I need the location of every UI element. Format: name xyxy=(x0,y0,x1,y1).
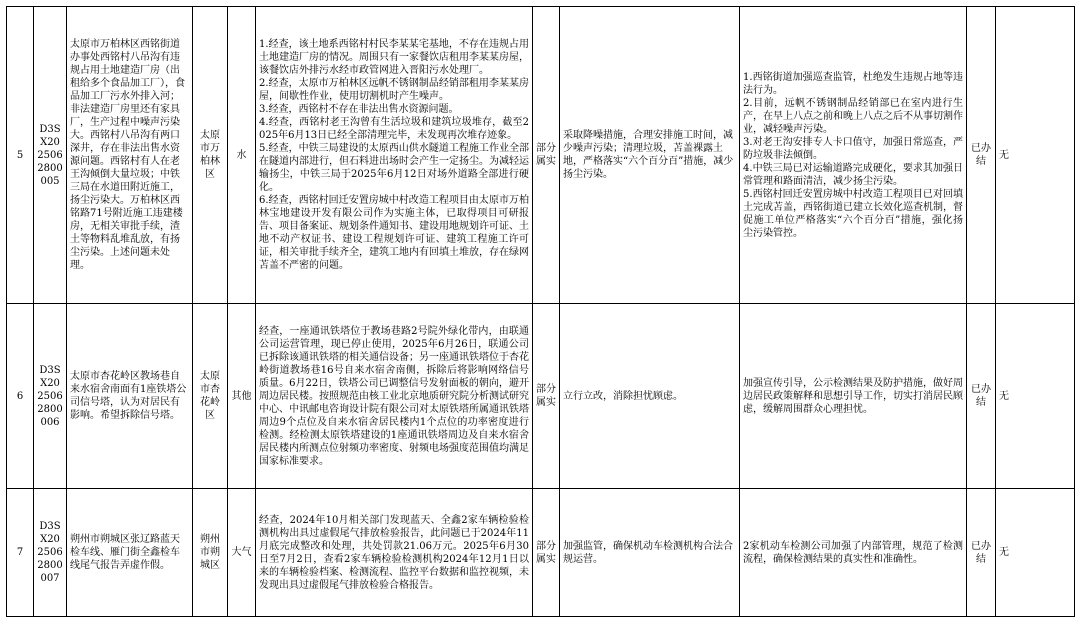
investigation-item: 6.经查，西铭村回迁安置房城中村改造工程项目由太原市万柏林宝地建设开发有限公司作为实施主体，已取得项目可研报告、项目备案证、规划条件通知书、建设用地规划许可证、土地不动产权证书、建设工程规划许可证、建筑工程施工许可证，相关审批手续齐全，建筑工地内有回填土堆放，存在绿网苫盖不严密的问题。 xyxy=(259,195,529,271)
measures: 立行立改，消除担忧顾虑。 xyxy=(560,304,740,489)
complaint-content: 朔州市朔城区张辽路蓝天检车线、雁门街全鑫检车线尾气报告弄虚作假。 xyxy=(67,489,193,617)
region: 太原市杏花岭区 xyxy=(193,304,228,489)
complaint-content: 太原市杏花岭区教场巷自来水宿舍南面有1座铁塔公司信号塔，认为对居民有影响。希望拆除信号塔。 xyxy=(67,304,193,489)
verdict: 部分属实 xyxy=(533,304,560,489)
pollution-type: 其他 xyxy=(228,304,256,489)
region: 太原市万柏林区 xyxy=(193,7,228,304)
result-item: 2家机动车检测公司加强了内部管理，规范了检测流程，确保检测结果的真实性和准确性。 xyxy=(743,540,963,565)
status: 已办结 xyxy=(967,7,996,304)
complaint-table xyxy=(6,6,1075,617)
investigation xyxy=(256,7,533,304)
accountability: 无 xyxy=(996,304,1075,489)
result-item: 2.目前，远帆不锈钢制品经销部已在室内进行生产，在早上八点之前和晚上八点之后不从事切割作业，减轻噪声污染。 xyxy=(743,97,963,135)
handling-result xyxy=(740,489,967,617)
verdict: 部分属实 xyxy=(533,7,560,304)
case-code: D3SX2025062800007 xyxy=(34,489,67,617)
row-number: 5 xyxy=(7,7,34,304)
case-code: D3SX2025062800005 xyxy=(34,7,67,304)
table-row xyxy=(7,304,1075,489)
investigation xyxy=(256,304,533,489)
status: 已办结 xyxy=(967,304,996,489)
row-number: 6 xyxy=(7,304,34,489)
result-item: 3.对老王沟安排专人卡口值守，加强日常巡查，严防垃圾非法倾倒。 xyxy=(743,136,963,161)
investigation-item: 经查，2024年10月相关部门发现蓝天、全鑫2家车辆检验检测机构出具过虚假尾气排放检验报告，此问题已于2024年11月底完成整改和处理，共处罚款21.06万元。2025年6月30日至7月2日，查看2家车辆检验检测机构2024年12月1日以来的车辆检验档案、检测流程、监控平台数据和监控视频，未发现出具过虚假尾气排放检验合格报告。 xyxy=(259,514,529,591)
table-row xyxy=(7,489,1075,617)
complaint-content: 太原市万柏林区西铭街道办事处西铭村八吊沟有违规占用土地建造厂房（出租给多个食品加工厂），食品加工厂污水外排入河；非法建造厂房里还有家具厂，生产过程中噪声污染大。西铭村八吊沟有两口深井，存在非法出售水资源问题。西铭村有人在老王沟倾倒大量垃圾；中铁三局在水道田附近施工，扬尘污染大。万柏林区西铭路71号附近施工违建楼房，无相关审批手续，渣土等物料乱堆乱放，有扬尘污染。上述问题未处理。 xyxy=(67,7,193,304)
investigation xyxy=(256,489,533,617)
accountability: 无 xyxy=(996,7,1075,304)
region: 朔州市朔城区 xyxy=(193,489,228,617)
investigation-item: 4.经查，西铭村老王沟曾有生活垃圾和建筑垃圾堆存，截至2025年6月13日已经全部清理完毕，未发现再次堆存迹象。 xyxy=(259,117,529,141)
pollution-type: 水 xyxy=(228,7,256,304)
result-item: 4.中铁三局已对运输道路完成硬化，要求其加强日常管理和路面清洁，减少扬尘污染。 xyxy=(743,162,963,187)
table-row xyxy=(7,7,1075,304)
pollution-type: 大气 xyxy=(228,489,256,617)
status: 已办结 xyxy=(967,489,996,617)
handling-result xyxy=(740,7,967,304)
measures: 加强监管，确保机动车检测机构合法合规运营。 xyxy=(560,489,740,617)
case-code: D3SX2025062800006 xyxy=(34,304,67,489)
measures: 采取降噪措施，合理安排施工时间，减少噪声污染；清理垃圾，苫盖裸露土地，严格落实“六个百分百”措施，减少扬尘污染。 xyxy=(560,7,740,304)
investigation-item: 3.经查，西铭村不存在非法出售水资源问题。 xyxy=(259,104,459,115)
accountability: 无 xyxy=(996,489,1075,617)
handling-result xyxy=(740,304,967,489)
row-number: 7 xyxy=(7,489,34,617)
result-item: 5.西铭村回迁安置房城中村改造工程项目已对回填土完成苫盖，西铭街道已建立长效化巡查机制，督促施工单位严格落实“六个百分百”措施，强化扬尘污染管控。 xyxy=(743,188,963,239)
investigation-item: 1.经查，该土地系西铭村村民李某某宅基地，不存在违规占用土地建造厂房的情况。周围只有一家餐饮店租用李某某房屋，该餐饮店外排污水经市政管网进入晋阳污水处理厂。 xyxy=(259,39,529,76)
investigation-item: 5.经查，中铁三局建设的太原西山供水隧道工程施工作业全部在隧道内部进行，但石料进出场时会产生一定扬尘。为减轻运输扬尘，中铁三局于2025年6月12日对场外道路全部进行硬化。 xyxy=(259,143,529,193)
result-item: 1.西铭街道加强巡查监管，杜绝发生违规占地等违法行为。 xyxy=(743,71,963,96)
result-item: 加强宣传引导，公示检测结果及防护措施，做好周边居民政策解释和思想引导工作，切实打消居民顾虑，缓解周围群众心理担忧。 xyxy=(743,377,963,415)
investigation-item: 经查，一座通讯铁塔位于教场巷路2号院外绿化带内，由联通公司运营管理，现已停止使用，2025年6月26日，联通公司已拆除该通讯铁塔的相关通信设备；另一座通讯铁塔位于杏花岭街道教场巷16号自来水宿舍南侧，拆除后将影响网络信号质量。6月22日，铁塔公司已调整信号发射面板的朝向，避开周边居民楼。按照规范由核工业北京地质研究院分析测试研究中心、中讯邮电咨询设计院有限公司对太原铁塔所属通讯铁塔周边9个点位及自来水宿舍居民楼内1个点位的功率密度进行检测。经检测太原铁塔建设的1座通讯铁塔周边及自来水宿舍居民楼内所测点位射频功率密度、射频电场强度范围值均满足国家标准要求。 xyxy=(259,325,529,467)
verdict: 部分属实 xyxy=(533,489,560,617)
investigation-item: 2.经查，太原市万柏林区远帆不锈钢制品经销部租用李某某房屋，间歇性作业，使用切割机时产生噪声。 xyxy=(259,78,529,102)
